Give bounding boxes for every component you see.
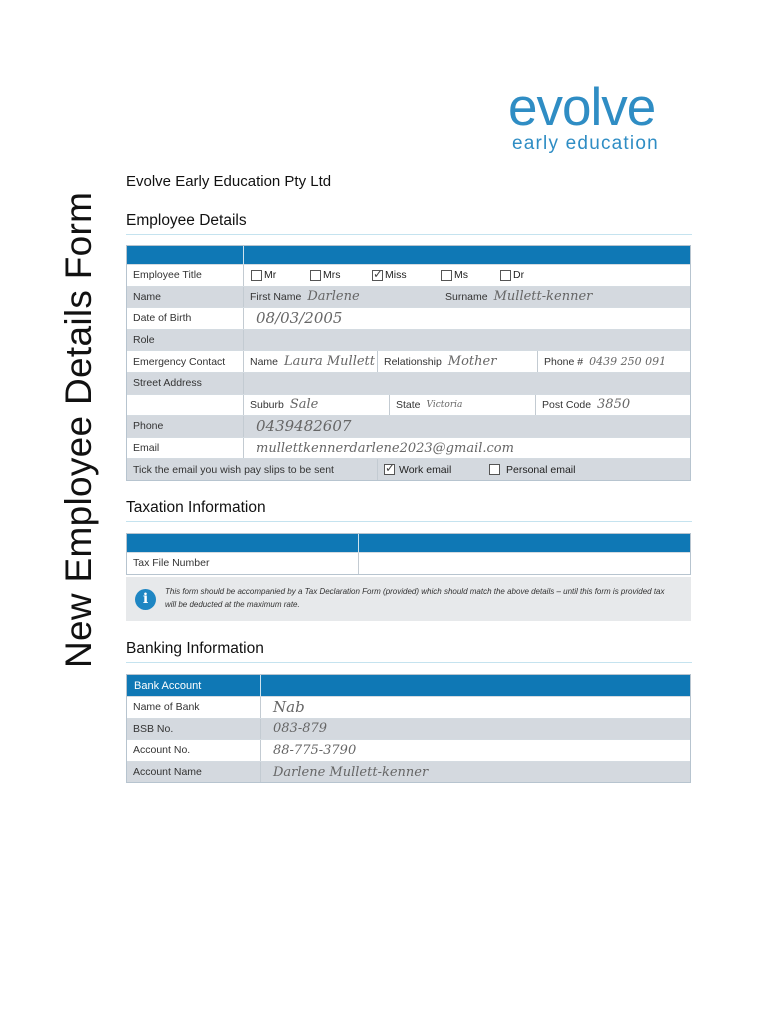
banking-heading: Banking Information xyxy=(126,640,692,663)
email-field[interactable] xyxy=(243,438,690,459)
title-option-mrs[interactable]: Mrs xyxy=(310,269,341,281)
role-row xyxy=(127,329,690,351)
ec-name-field[interactable]: Name Laura Mullett xyxy=(243,351,377,372)
bank-account-header: Bank Account xyxy=(134,680,202,692)
phone-label: Phone xyxy=(133,420,164,433)
bank-name-row xyxy=(127,696,690,718)
postcode-field[interactable]: Post Code 3850 xyxy=(535,395,690,416)
suburb-value: Sale xyxy=(289,397,319,413)
checkbox-checked[interactable] xyxy=(384,464,395,475)
bank-name-field[interactable] xyxy=(260,697,690,718)
personal-email-option[interactable]: Personal email xyxy=(489,464,575,476)
payslip-row xyxy=(127,458,690,480)
employee-title-label: Employee Title xyxy=(133,269,202,282)
street-address-field[interactable] xyxy=(243,373,690,394)
table-header xyxy=(127,534,690,552)
street-address-row xyxy=(127,372,690,394)
ec-phone-value: 0439 250 091 xyxy=(589,355,667,369)
account-no-row xyxy=(127,739,690,761)
info-icon: i xyxy=(135,589,156,610)
state-value: Victoria xyxy=(426,399,463,410)
title-option-dr[interactable]: Dr xyxy=(500,269,524,281)
work-email-option[interactable]: ✓ Work email xyxy=(384,464,451,476)
street-address-label: Street Address xyxy=(133,377,202,390)
tfn-label: Tax File Number xyxy=(133,557,210,570)
phone-row xyxy=(127,415,690,437)
checkbox[interactable] xyxy=(441,270,452,281)
dob-value: 08/03/2005 xyxy=(256,309,343,328)
checkbox[interactable] xyxy=(310,270,321,281)
table-header xyxy=(127,246,690,264)
employee-title-row xyxy=(127,264,690,286)
title-option-ms[interactable]: Ms xyxy=(441,269,468,281)
tax-note xyxy=(126,577,691,621)
company-name: Evolve Early Education Pty Ltd xyxy=(126,173,332,190)
account-name-value: Darlene Mullett-kenner xyxy=(273,764,429,780)
checkbox[interactable] xyxy=(251,270,262,281)
account-no-value: 88-775-3790 xyxy=(273,742,357,758)
employee-details-table xyxy=(126,245,691,481)
table-header xyxy=(127,675,690,696)
ec-relationship-field[interactable]: Relationship Mother xyxy=(377,351,537,372)
suburb-row xyxy=(127,394,690,416)
payslip-options xyxy=(377,459,690,480)
checkbox-checked[interactable] xyxy=(372,270,383,281)
email-label: Email xyxy=(133,442,160,455)
emergency-contact-row xyxy=(127,350,690,372)
dob-row xyxy=(127,307,690,329)
surname-field[interactable]: Surname Mullett-kenner xyxy=(445,289,593,305)
role-field[interactable] xyxy=(243,330,690,351)
checkbox[interactable] xyxy=(500,270,511,281)
ec-relationship-value: Mother xyxy=(447,354,497,370)
form-title: New Employee Details Form xyxy=(58,191,99,668)
bank-name-label: Name of Bank xyxy=(133,701,200,714)
first-name-field[interactable]: First Name Darlene xyxy=(243,287,439,308)
employee-details-heading: Employee Details xyxy=(126,212,692,235)
surname-value: Mullett-kenner xyxy=(493,289,593,305)
dob-field[interactable] xyxy=(243,308,690,329)
role-label: Role xyxy=(133,334,155,347)
checkbox[interactable] xyxy=(489,464,500,475)
account-name-field[interactable] xyxy=(260,762,690,783)
logo-tagline: early education xyxy=(512,133,659,154)
banking-table xyxy=(126,674,691,783)
dob-label: Date of Birth xyxy=(133,312,192,325)
logo-wordmark: evolve xyxy=(508,78,656,137)
email-value: mullettkennerdarlene2023@gmail.com xyxy=(256,440,514,456)
account-name-label: Account Name xyxy=(133,766,202,779)
emergency-contact-label: Emergency Contact xyxy=(133,355,226,368)
phone-field[interactable] xyxy=(243,416,690,437)
payslip-label: Tick the email you wish pay slips to be sent xyxy=(133,463,334,476)
ec-name-value: Laura Mullett xyxy=(284,354,376,370)
phone-value: 0439482607 xyxy=(256,417,352,436)
email-row xyxy=(127,437,690,459)
name-row xyxy=(127,286,690,308)
title-option-miss[interactable]: ✓ Miss xyxy=(372,269,407,281)
bsb-label: BSB No. xyxy=(133,722,174,735)
postcode-value: 3850 xyxy=(597,397,631,413)
account-no-label: Account No. xyxy=(133,744,191,757)
taxation-heading: Taxation Information xyxy=(126,499,692,522)
name-label: Name xyxy=(133,290,162,303)
ec-phone-field[interactable]: Phone # 0439 250 091 xyxy=(537,351,690,372)
first-name-value: Darlene xyxy=(307,289,360,305)
bank-name-value: Nab xyxy=(273,698,305,717)
tax-note-text: This form should be accompanied by a Tax Declaration Form (provided) which should match the above details – until this form is provided tax will be deducted at the maximum rate. xyxy=(165,587,665,609)
tfn-row xyxy=(127,552,690,574)
bsb-row xyxy=(127,718,690,740)
bsb-value: 083-879 xyxy=(273,721,328,737)
title-option-mr[interactable]: Mr xyxy=(251,269,276,281)
state-field[interactable]: State Victoria xyxy=(389,395,535,416)
tfn-field[interactable] xyxy=(358,553,690,574)
account-no-field[interactable] xyxy=(260,740,690,761)
taxation-table xyxy=(126,533,691,575)
account-name-row xyxy=(127,761,690,783)
title-options xyxy=(243,265,690,286)
bsb-field[interactable] xyxy=(260,719,690,740)
suburb-field[interactable]: Suburb Sale xyxy=(243,395,389,416)
